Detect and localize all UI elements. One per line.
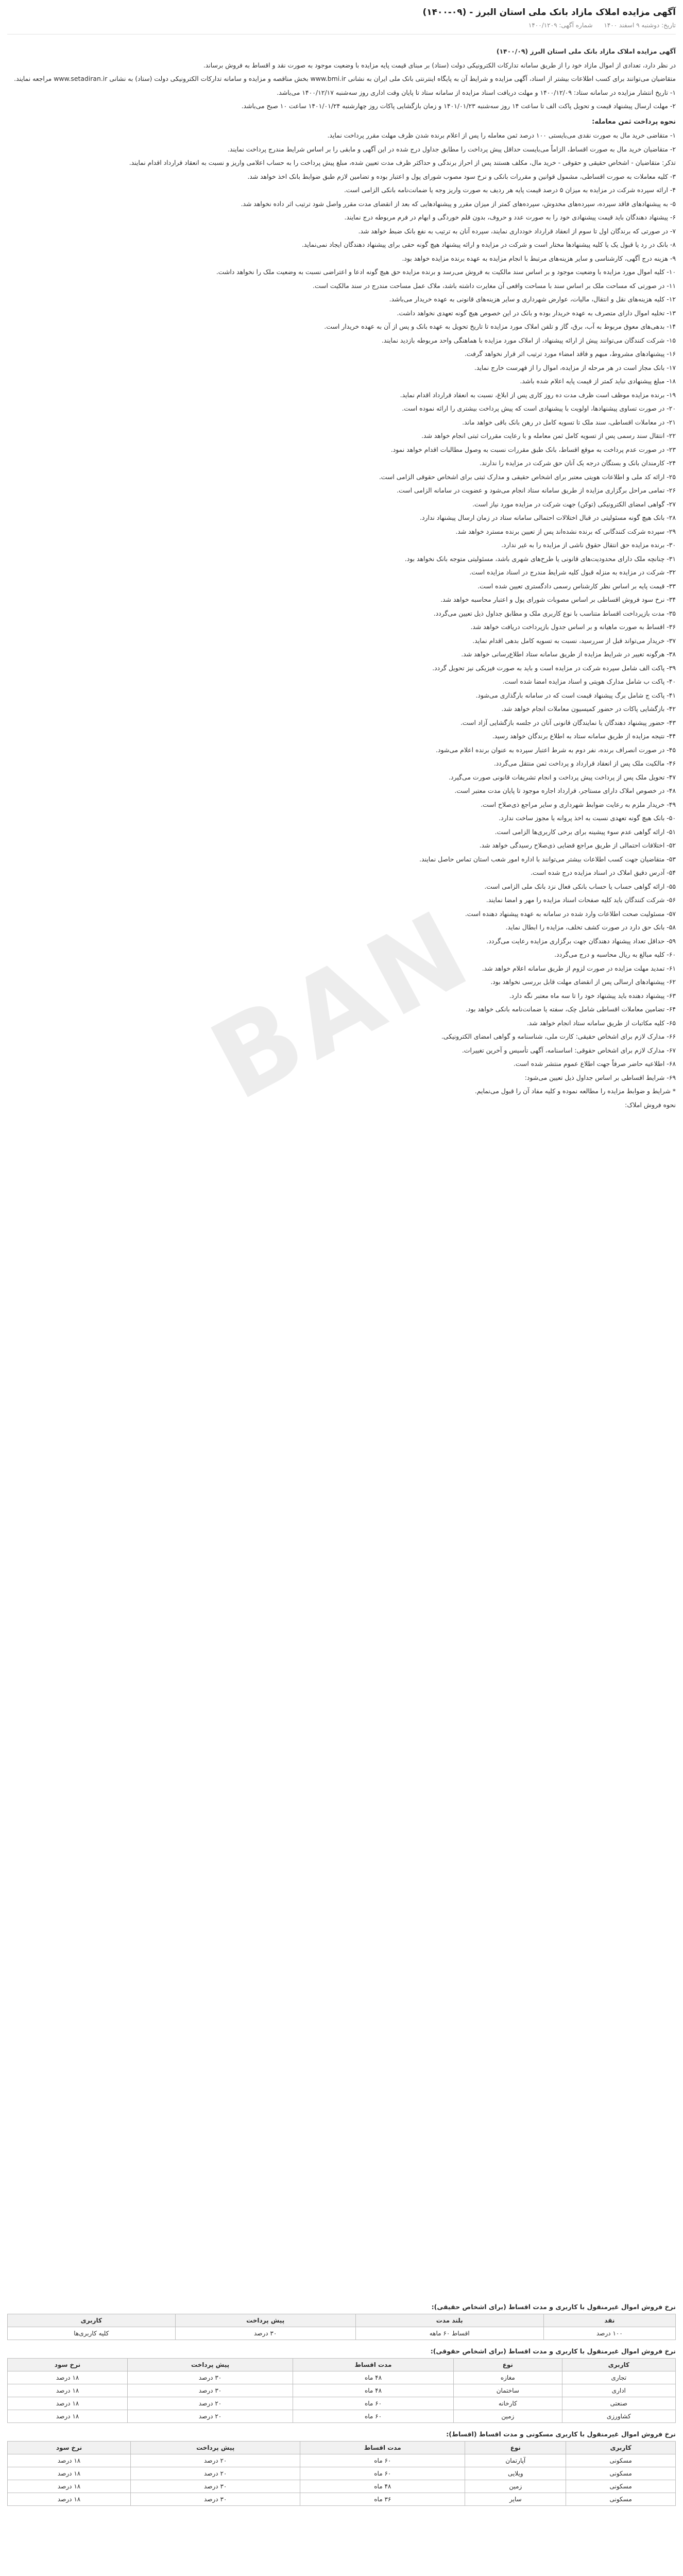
terms-table-residential bbox=[7, 2441, 676, 2506]
table-row bbox=[8, 2493, 676, 2506]
table-cell: ۲۰ درصد bbox=[128, 2410, 293, 2423]
paragraph: ۴۱- پاکت ج شامل برگ پیشنهاد قیمت است که در سامانه بارگذاری می‌شود. bbox=[475, 691, 676, 699]
paragraph: ۵۸- بانک حق دارد در صورت کشف تخلف، مزایده را ابطال نماید. bbox=[505, 923, 676, 931]
table-row bbox=[8, 2480, 676, 2493]
table-caption: نرخ فروش اموال غیرمنقول با کاربری مسکونی و مدت اقساط (اقساط): bbox=[446, 2430, 676, 2438]
th-usage: کاربری bbox=[8, 2314, 176, 2327]
th-prepay: پیش پرداخت bbox=[131, 2442, 300, 2454]
paragraph: ۶۰- کلیه مبالغ به ریال محاسبه و درج می‌گردد. bbox=[554, 951, 676, 958]
paragraph: ۴۲- بازگشایی پاکات در حضور کمیسیون معاملات انجام خواهد شد. bbox=[501, 705, 676, 713]
ad-number: شماره آگهی: ۱۴۰۰/۱۲۰۹ bbox=[528, 22, 593, 29]
table-row bbox=[8, 2454, 676, 2467]
paragraph: ۴۴- نتیجه مزایده از طریق سامانه ستاد به اطلاع برندگان خواهد رسید. bbox=[492, 732, 676, 740]
table-cell: سایر bbox=[465, 2493, 566, 2506]
paragraph: ۳۶- اقساط به صورت ماهیانه و بر اساس جدول بازپرداخت دریافت خواهد شد. bbox=[470, 623, 676, 631]
table-cell: ۳۰ درصد bbox=[131, 2480, 300, 2493]
table-cell: آپارتمان bbox=[465, 2454, 566, 2467]
paragraph: ۳۴- نرخ سود فروش اقساطی بر اساس مصوبات شورای پول و اعتبار محاسبه خواهد شد. bbox=[440, 596, 676, 603]
table-cell: ۲۰ درصد bbox=[128, 2397, 293, 2410]
paragraph: ۲- مهلت ارسال پیشنهاد قیمت و تحویل پاکت الف تا ساعت ۱۴ روز سه‌شنبه ۱۴۰۱/۰۱/۲۳ و زمان بازگشایی پاکات روز چهارشنبه ۱۴۰۱/۰۱/۲۴ ساعت ۱۰ صبح می‌باشد. bbox=[241, 102, 676, 110]
table-cell: ۳۰ درصد bbox=[175, 2327, 355, 2340]
paragraph: ۱۹- برنده مزایده موظف است ظرف مدت ده روز کاری پس از ابلاغ، نسبت به انعقاد قرارداد اقدام نماید. bbox=[400, 391, 676, 399]
notice-title: آگهی مزایده املاک مازاد بانک ملی استان البرز (۱۴۰۰/۰۹) bbox=[496, 47, 676, 55]
table-cell: مغازه bbox=[454, 2371, 562, 2384]
paragraph: ۳۳- قیمت پایه بر اساس نظر کارشناس رسمی دادگستری تعیین شده است. bbox=[477, 582, 676, 590]
table-cell: ۶۰ ماه bbox=[300, 2467, 465, 2480]
paragraph: ۵۷- مسئولیت صحت اطلاعات وارد شده در سامانه به عهده پیشنهاد دهنده است. bbox=[465, 909, 676, 918]
paragraph: ۵۰- بانک هیچ گونه تعهدی نسبت به اخذ پروانه یا مجوز ساخت ندارد. bbox=[499, 814, 676, 822]
paragraph: ۴۰- پاکت ب شامل مدارک هویتی و اسناد مزایده امضا شده است. bbox=[502, 677, 676, 685]
th-period: مدت اقساط bbox=[293, 2359, 453, 2371]
paragraph: ۱۲- کلیه هزینه‌های نقل و انتقال، مالیات، عوارض شهرداری و سایر هزینه‌های قانونی به عهده خریدار می‌باشد. bbox=[389, 295, 676, 303]
paragraph: ۲۸- بانک هیچ گونه مسئولیتی در قبال اختلالات احتمالی سامانه ستاد در زمان ارسال پیشنهاد ندارد. bbox=[420, 514, 676, 521]
th-type: نوع bbox=[465, 2442, 566, 2454]
table-cell: زمین bbox=[454, 2410, 562, 2423]
paragraph: ۲۶- تمامی مراحل برگزاری مزایده از طریق سامانه ستاد انجام می‌شود و عضویت در سامانه الزامی است. bbox=[397, 486, 676, 494]
paragraph: ۵۲- اختلافات احتمالی از طریق مراجع قضایی ذی‌صلاح رسیدگی خواهد شد. bbox=[479, 841, 676, 849]
paragraph: ۱۸- مبلغ پیشنهادی نباید کمتر از قیمت پایه اعلام شده باشد. bbox=[520, 377, 676, 385]
paragraph: ۳۰- برنده مزایده حق انتقال حقوق ناشی از مزایده را به غیر ندارد. bbox=[501, 541, 676, 549]
table-row bbox=[8, 2371, 676, 2384]
paragraph: ۶۳- پیشنهاد دهنده باید پیشنهاد خود را تا سه ماه معتبر نگه دارد. bbox=[509, 991, 676, 999]
watermark-text: BAN bbox=[192, 885, 491, 1125]
paragraph: ۳۵- مدت بازپرداخت اقساط متناسب با نوع کاربری ملک و مطابق جداول ذیل تعیین می‌گردد. bbox=[433, 609, 676, 617]
paragraph: ۲۷- گواهی امضای الکترونیکی (توکن) جهت شرکت در مزایده مورد نیاز است. bbox=[472, 500, 676, 508]
table-row bbox=[8, 2327, 676, 2340]
paragraph: ۲۴- کارمندان بانک و بستگان درجه یک آنان حق شرکت در مزایده را ندارند. bbox=[480, 459, 676, 467]
paragraph: ۳۹- پاکت الف شامل سپرده شرکت در مزایده است و باید به صورت فیزیکی نیز تحویل گردد. bbox=[432, 664, 676, 672]
table-cell: ۱۸ درصد bbox=[8, 2467, 131, 2480]
table-cell: ۱۸ درصد bbox=[8, 2454, 131, 2467]
table-cell: ۱۸ درصد bbox=[8, 2397, 128, 2410]
table-cell: ۳۶ ماه bbox=[300, 2493, 465, 2506]
table-cell: ۱۸ درصد bbox=[8, 2410, 128, 2423]
paragraph: ۶۵- کلیه مکاتبات از طریق سامانه ستاد انجام خواهد شد. bbox=[526, 1019, 676, 1027]
th-category: کاربری bbox=[566, 2442, 676, 2454]
paragraph: ۲۳- در صورت عدم پرداخت به موقع اقساط، بانک طبق مقررات نسبت به وصول مطالبات اقدام خواهد نمود. bbox=[390, 445, 676, 453]
th-prepay: پیش پرداخت bbox=[128, 2359, 293, 2371]
table-cell: اداری bbox=[562, 2384, 675, 2397]
paragraph: ۳۱- چنانچه ملک دارای محدودیت‌های قانونی یا طرح‌های شهری باشد، مسئولیتی متوجه بانک نخواهد بود. bbox=[404, 554, 676, 563]
paragraph: ۲۰- در صورت تساوی پیشنهادها، اولویت با پیشنهادی است که پیش پرداخت بیشتری را ارائه نموده است. bbox=[402, 404, 676, 412]
th-rate: نرخ سود bbox=[8, 2442, 131, 2454]
table-row bbox=[8, 2384, 676, 2397]
paragraph: ۴۹- خریدار ملزم به رعایت ضوابط شهرداری و سایر مراجع ذی‌صلاح است. bbox=[481, 800, 676, 808]
paragraph: ۳۲- شرکت در مزایده به منزله قبول کلیه شرایط مندرج در اسناد مزایده است. bbox=[469, 568, 676, 576]
paragraph: ۵۱- ارائه گواهی عدم سوء پیشینه برای برخی کاربری‌ها الزامی است. bbox=[494, 827, 676, 836]
paragraph: ۸- بانک در رد یا قبول یک یا کلیه پیشنهادها مختار است و شرکت در مزایده و ارائه پیشنهاد هیچ گونه حقی برای پیشنهاد دهندگان ایجاد نمی‌نماید. bbox=[301, 241, 676, 248]
table-cell: صنعتی bbox=[562, 2397, 675, 2410]
paragraph: متقاضیان می‌توانند برای کسب اطلاعات بیشتر از اسناد، آگهی مزایده و شرایط آن به پایگاه اینترنتی بانک ملی ایران به نشانی www.bmi.ir بخش مناقصه و مزایده و سامانه تدارکات الکترونیکی دولت (ستاد) به نشانی www.setadiran.ir مراجعه نمایند. bbox=[14, 75, 676, 82]
table-row bbox=[8, 2397, 676, 2410]
table-cell: ۲۰ درصد bbox=[131, 2454, 300, 2467]
paragraph: ۳۷- خریدار می‌تواند قبل از سررسید، نسبت به تسویه کامل بدهی اقدام نماید. bbox=[472, 636, 676, 645]
paragraph: ۲- متقاضیان خرید مال به صورت اقساط، الزاماً می‌بایست حداقل پیش پرداخت را مطابق جداول درج شده در این آگهی و مابقی را بر اساس شرایط مندرج پرداخت نمایند. bbox=[227, 145, 676, 153]
table-caption: نرخ فروش اموال غیرمنقول با کاربری و مدت اقساط (برای اشخاص حقیقی): bbox=[431, 2303, 676, 2311]
table-cell: کارخانه bbox=[454, 2397, 562, 2410]
paragraph: ۱۱- در صورتی که مساحت ملک بر اساس سند با مساحت واقعی آن مغایرت داشته باشد، ملاک عمل مساحت مندرج در سند مالکیت است. bbox=[313, 281, 676, 290]
paragraph: ۴۶- مالکیت ملک پس از انعقاد قرارداد و پرداخت ثمن منتقل می‌گردد. bbox=[493, 759, 676, 767]
paragraph: ۵۳- متقاضیان جهت کسب اطلاعات بیشتر می‌توانند با اداره امور شعب استان تماس حاصل نمایند. bbox=[419, 855, 676, 863]
th-type: نوع bbox=[454, 2359, 562, 2371]
notice-body bbox=[7, 39, 676, 1113]
page-title: آگهی مزایده املاک مازاد بانک ملی استان البرز - (۰۹-۱۴۰۰) bbox=[422, 7, 676, 18]
date-label: تاریخ: دوشنبه ۹ اسفند ۱۴۰۰ bbox=[604, 22, 676, 29]
th-installment: بلند مدت bbox=[355, 2314, 543, 2327]
terms-tables bbox=[7, 2298, 676, 2513]
table-cell: ۶۰ ماه bbox=[300, 2454, 465, 2467]
paragraph: ۵۹- حداقل تعداد پیشنهاد دهندگان جهت برگزاری مزایده رعایت می‌گردد. bbox=[486, 937, 676, 945]
paragraph: ۶۸- اطلاعیه حاضر صرفاً جهت اطلاع عموم منتشر شده است. bbox=[513, 1060, 676, 1067]
table-cell: کلیه کاربری‌ها bbox=[8, 2327, 176, 2340]
paragraph: ۴۷- تحویل ملک پس از پرداخت پیش پرداخت و انجام تشریفات قانونی صورت می‌گیرد. bbox=[449, 773, 676, 781]
table-cell: ۱۸ درصد bbox=[8, 2384, 128, 2397]
paragraph: ۶۶- مدارک لازم برای اشخاص حقیقی: کارت ملی، شناسنامه و گواهی امضای الکترونیکی. bbox=[441, 1032, 676, 1040]
paragraph: * شرایط و ضوابط مزایده را مطالعه نموده و کلیه مفاد آن را قبول می‌نمایم. bbox=[474, 1087, 676, 1095]
table-cell: ۱۸ درصد bbox=[8, 2480, 131, 2493]
paragraph: نحوه فروش املاک: bbox=[625, 1100, 676, 1109]
paragraph: ۱- تاریخ انتشار مزایده در سامانه ستاد: ۱۴۰۰/۱۲/۰۹ و مهلت دریافت اسناد مزایده از سامانه ستاد تا پایان وقت اداری روز سه‌شنبه ۱۴۰۰/۱۲/۱۷ می‌باشد. bbox=[277, 88, 676, 96]
table-caption: نرخ فروش اموال غیرمنقول با کاربری و مدت اقساط (برای اشخاص حقوقی): bbox=[430, 2347, 676, 2355]
table-cell: ۳۰ درصد bbox=[128, 2371, 293, 2384]
th-category: کاربری bbox=[562, 2359, 675, 2371]
paragraph: ۱- متقاضی خرید مال به صورت نقدی می‌بایستی ۱۰۰ درصد ثمن معامله را پس از اعلام برنده شدن ظرف مهلت مقرر پرداخت نماید. bbox=[327, 131, 676, 139]
th-cash: نقد bbox=[543, 2314, 675, 2327]
th-rate: نرخ سود bbox=[8, 2359, 128, 2371]
paragraph: ۶۱- تمدید مهلت مزایده در صورت لزوم از طریق سامانه اعلام خواهد شد. bbox=[482, 964, 676, 972]
table-cell: کشاورزی bbox=[562, 2410, 675, 2423]
paragraph: ۷- در صورتی که برندگان اول تا سوم از انعقاد قرارداد خودداری نمایند، سپرده آنان به ترتیب به نفع بانک ضبط خواهد شد. bbox=[358, 227, 676, 235]
paragraph: ۴- ارائه سپرده شرکت در مزایده به میزان ۵ درصد قیمت پایه هر ردیف به صورت واریز وجه یا ضمانت‌نامه بانکی الزامی است. bbox=[344, 186, 676, 194]
paragraph: ۵- به پیشنهادهای فاقد سپرده، سپرده‌های مخدوش، سپرده‌های کمتر از میزان مقرر و پیشنهادهایی که بعد از انقضای مدت مقرر واصل شود ترتیب اثر داده نخواهد شد. bbox=[241, 199, 676, 208]
paragraph: ۴۵- در صورت انصراف برنده، نفر دوم به شرط اعتبار سپرده به عنوان برنده اعلام می‌شود. bbox=[436, 745, 676, 754]
table-cell: ۱۰۰ درصد bbox=[543, 2327, 675, 2340]
paragraph: ۲۲- انتقال سند رسمی پس از تسویه کامل ثمن معامله و با رعایت مقررات ثبتی انجام خواهد شد. bbox=[421, 432, 676, 439]
paragraph: ۶۹- شرایط اقساطی بر اساس جداول ذیل تعیین می‌شود: bbox=[524, 1073, 676, 1081]
table-cell: تجاری bbox=[562, 2371, 675, 2384]
paragraph: ۱۰- کلیه اموال مورد مزایده با وضعیت موجود و بر اساس سند مالکیت به فروش می‌رسد و برنده مزایده حق هیچ گونه ادعا و اعتراضی نسبت به وضعیت ملک را نخواهد داشت. bbox=[216, 268, 676, 276]
paragraph: ۴۸- در خصوص املاک دارای مستاجر، قرارداد اجاره موجود تا پایان مدت معتبر است. bbox=[454, 787, 676, 794]
table-cell: زمین bbox=[465, 2480, 566, 2493]
terms-table-individuals bbox=[7, 2314, 676, 2340]
paragraph: ۲۹- سپرده شرکت کنندگانی که برنده نشده‌اند پس از تعیین برنده مسترد خواهد شد. bbox=[455, 527, 676, 535]
meta-row bbox=[7, 22, 676, 29]
table-cell: ۱۸ درصد bbox=[8, 2371, 128, 2384]
terms-table-legal bbox=[7, 2358, 676, 2423]
table-cell: ۳۰ درصد bbox=[131, 2493, 300, 2506]
page-header bbox=[7, 4, 676, 35]
paragraph: ۶- پیشنهاد دهندگان باید قیمت پیشنهادی خود را به صورت عدد و حروف، بدون قلم خوردگی و ابهام در فرم مربوطه درج نمایند. bbox=[344, 213, 676, 221]
th-prepay: پیش پرداخت bbox=[175, 2314, 355, 2327]
table-row bbox=[8, 2467, 676, 2480]
paragraph: ۱۶- پیشنهادهای مشروط، مبهم و فاقد امضاء مورد ترتیب اثر قرار نخواهد گرفت. bbox=[464, 350, 676, 358]
paragraph: ۱۳- تخلیه اموال دارای متصرف به عهده خریدار بوده و بانک در این خصوص هیچ گونه تعهدی نخواهد داشت. bbox=[397, 309, 676, 317]
paragraph: ۹- هزینه درج آگهی، کارشناسی و سایر هزینه‌های مرتبط با انجام مزایده به عهده برنده مزایده خواهد بود. bbox=[402, 254, 676, 262]
paragraph: ۵۴- آدرس دقیق املاک در اسناد مزایده درج شده است. bbox=[531, 869, 676, 876]
section-heading: نحوه پرداخت ثمن معامله: bbox=[592, 117, 676, 126]
paragraph: ۶۷- مدارک لازم برای اشخاص حقوقی: اساسنامه، آگهی تأسیس و آخرین تغییرات. bbox=[462, 1046, 676, 1054]
paragraph: در نظر دارد، تعدادی از اموال مازاد خود را از طریق سامانه تدارکات الکترونیکی دولت (ستاد) بر مبنای قیمت پایه مزایده با وضعیت موجود به صورت نقد و اقساط به فروش برساند. bbox=[203, 61, 676, 69]
table-header-row bbox=[8, 2359, 676, 2371]
table-cell: ۶۰ ماه bbox=[293, 2397, 453, 2410]
table-cell: ساختمان bbox=[454, 2384, 562, 2397]
table-cell: ۱۸ درصد bbox=[8, 2493, 131, 2506]
table-cell: ۳۰ درصد bbox=[128, 2384, 293, 2397]
table-cell: ۴۸ ماه bbox=[293, 2384, 453, 2397]
paragraph: ۱۴- بدهی‌های معوق مربوط به آب، برق، گاز و تلفن املاک مورد مزایده تا تاریخ تحویل به عهده بانک و پس از آن به عهده خریدار است. bbox=[324, 323, 676, 330]
table-cell: ویلایی bbox=[465, 2467, 566, 2480]
table-header-row bbox=[8, 2442, 676, 2454]
paragraph: ۲۵- ارائه کد ملی و اطلاعات هویتی معتبر برای اشخاص حقیقی و مدارک ثبتی برای اشخاص حقوقی الزامی است. bbox=[379, 472, 676, 481]
table-cell: مسکونی bbox=[566, 2493, 676, 2506]
paragraph: ۵۵- ارائه گواهی حساب یا حساب بانکی فعال نزد بانک ملی الزامی است. bbox=[484, 882, 676, 890]
paragraph: ۶۴- تضامین معاملات اقساطی شامل چک، سفته یا ضمانت‌نامه بانکی خواهد بود. bbox=[466, 1005, 676, 1013]
table-cell: مسکونی bbox=[566, 2454, 676, 2467]
paragraph: ۶۲- پیشنهادهای ارسالی پس از انقضای مهلت قابل بررسی نخواهد بود. bbox=[490, 978, 676, 986]
table-cell: ۶۰ ماه bbox=[293, 2410, 453, 2423]
table-cell: مسکونی bbox=[566, 2467, 676, 2480]
paragraph: ۴۳- حضور پیشنهاد دهندگان یا نمایندگان قانونی آنان در جلسه بازگشایی آزاد است. bbox=[460, 718, 676, 726]
table-cell: ۴۸ ماه bbox=[293, 2371, 453, 2384]
paragraph: تذکر: متقاضیان - اشخاص حقیقی و حقوقی - خرید مال، مکلف هستند پس از احراز برندگی و حداکثر ظرف مدت تعیین شده، مبلغ پیش پرداخت را به حساب اعلامی واریز و نسبت به انعقاد قرارداد اقدام نمایند. bbox=[129, 159, 676, 166]
table-row bbox=[8, 2410, 676, 2423]
paragraph: ۳۸- هرگونه تغییر در شرایط مزایده از طریق سامانه ستاد اطلاع‌رسانی خواهد شد. bbox=[461, 650, 676, 658]
table-cell: ۴۸ ماه bbox=[300, 2480, 465, 2493]
paragraph: ۳- کلیه معاملات به صورت اقساطی، مشمول قوانین و مقررات بانکی و نرخ سود مصوب شورای پول و اعتبار بوده و تضامین لازم طبق ضوابط بانک اخذ خواهد شد. bbox=[247, 172, 676, 180]
table-cell: ۲۰ درصد bbox=[131, 2467, 300, 2480]
paragraph: ۱۷- بانک مجاز است در هر مرحله از مزایده، اموال را از فهرست خارج نماید. bbox=[474, 363, 676, 371]
table-header-row bbox=[8, 2314, 676, 2327]
paragraph: ۵۶- شرکت کنندگان باید کلیه صفحات اسناد مزایده را مهر و امضا نمایند. bbox=[486, 896, 676, 904]
table-cell: اقساط ۶۰ ماهه bbox=[355, 2327, 543, 2340]
table-cell: مسکونی bbox=[566, 2480, 676, 2493]
th-period: مدت اقساط bbox=[300, 2442, 465, 2454]
paragraph: ۱۵- شرکت کنندگان می‌توانند پیش از ارائه پیشنهاد، از املاک مورد مزایده با هماهنگی واحد مربوطه بازدید نمایند. bbox=[381, 336, 676, 344]
paragraph: ۲۱- در معاملات اقساطی، سند ملک تا تسویه کامل در رهن بانک باقی خواهد ماند. bbox=[462, 418, 676, 426]
